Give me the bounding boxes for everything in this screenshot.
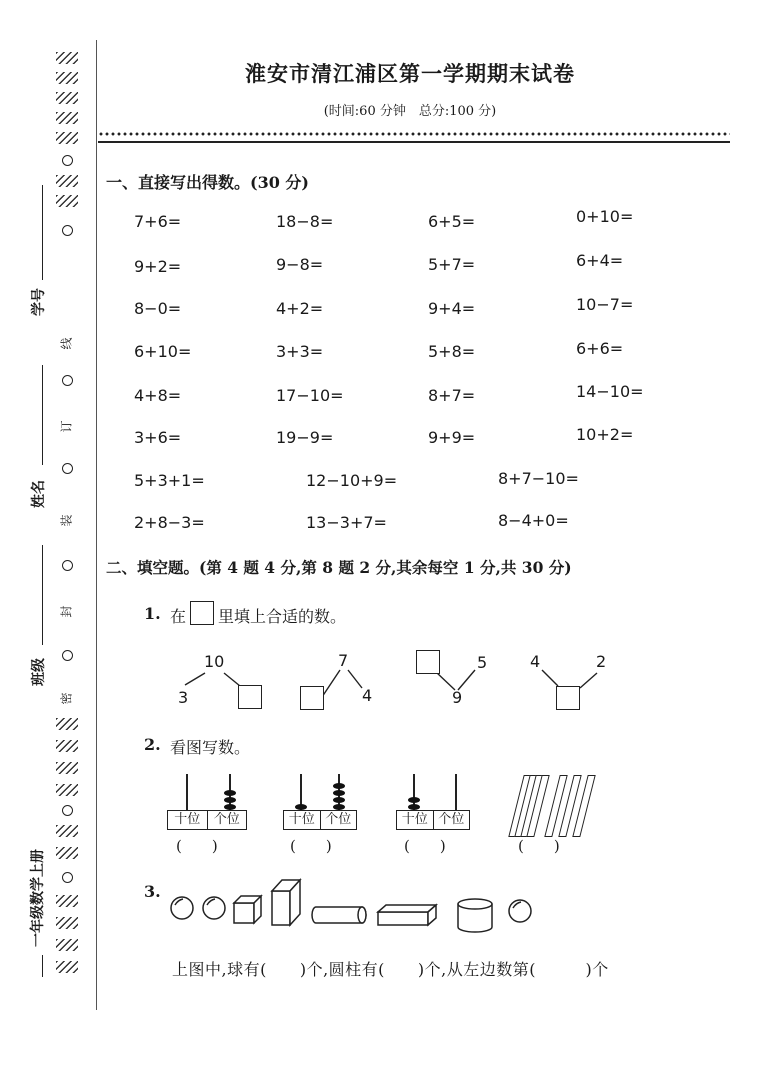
- problem[interactable]: 6+6=: [576, 339, 624, 358]
- problem[interactable]: 9+4=: [428, 299, 476, 318]
- problem[interactable]: 5+7=: [428, 255, 476, 274]
- abacus-bead-icon: [408, 797, 420, 803]
- split-answer-box[interactable]: [300, 686, 324, 710]
- answer-paren[interactable]: ( ): [290, 837, 332, 855]
- problem[interactable]: 6+4=: [576, 251, 624, 270]
- hatch-mark: [56, 825, 78, 837]
- problem[interactable]: 18−8=: [276, 212, 334, 231]
- problem[interactable]: 4+8=: [134, 386, 182, 405]
- problem[interactable]: 10−7=: [576, 295, 634, 314]
- seal-char-secret: 密: [59, 692, 74, 705]
- hatch-mark: [56, 917, 78, 929]
- cylinder-icon: [458, 899, 492, 932]
- abacus-rod: [455, 774, 457, 810]
- abacus-base: [396, 810, 470, 830]
- problem[interactable]: 14−10=: [576, 382, 644, 401]
- problem[interactable]: 4+2=: [276, 299, 324, 318]
- problem[interactable]: 5+3+1=: [134, 471, 205, 490]
- ones-label: 个位: [433, 811, 470, 829]
- problem[interactable]: 9+9=: [428, 428, 476, 447]
- tens-label: 十位: [174, 812, 201, 827]
- problem[interactable]: 8−4+0=: [498, 511, 569, 530]
- problem[interactable]: 6+5=: [428, 212, 476, 231]
- split-right-number: 4: [362, 686, 373, 705]
- split-left-number: 4: [530, 652, 541, 671]
- abacus-bead-icon: [333, 790, 345, 796]
- ones-label: 个位: [320, 811, 357, 829]
- hatch-mark: [56, 784, 78, 796]
- tall-cuboid-icon: [272, 880, 300, 925]
- section2-title: 二、填空题。(第 4 题 4 分,第 8 题 2 分,其余每空 1 分,共 30 分): [106, 558, 572, 577]
- problem[interactable]: 9−8=: [276, 255, 324, 274]
- abacus-base: [167, 810, 247, 830]
- problem[interactable]: 0+10=: [576, 207, 634, 226]
- question-text: 看图写数。: [170, 738, 251, 757]
- problem[interactable]: 19−9=: [276, 428, 334, 447]
- class-label: 班级: [31, 658, 47, 686]
- problem[interactable]: 12−10+9=: [306, 471, 398, 490]
- section1-title: 一、直接写出得数。(30 分): [106, 173, 309, 192]
- tens-label: 十位: [288, 812, 315, 827]
- abacus-base: [283, 810, 357, 830]
- split-left-number: 3: [178, 688, 189, 707]
- problem[interactable]: 7+6=: [134, 212, 182, 231]
- problem[interactable]: 9+2=: [134, 257, 182, 276]
- problem[interactable]: 2+8−3=: [134, 513, 205, 532]
- problem[interactable]: 8−0=: [134, 299, 182, 318]
- question-number: 3.: [144, 882, 161, 901]
- solid-shapes: [160, 875, 540, 935]
- split-top-number: 7: [338, 651, 349, 670]
- abacus-bead-icon: [224, 797, 236, 803]
- tens-label: 十位: [401, 812, 428, 827]
- book-blank: [42, 955, 43, 977]
- split-top-number: 10: [204, 652, 225, 671]
- problem[interactable]: 3+3=: [276, 342, 324, 361]
- seal-char-pack: 装: [59, 514, 74, 527]
- hatch-mark: [56, 939, 78, 951]
- abacus-bead-icon: [224, 790, 236, 796]
- split-answer-box[interactable]: [416, 650, 440, 674]
- problem[interactable]: 13−3+7=: [306, 513, 387, 532]
- question-text: 里填上合适的数。: [218, 607, 347, 626]
- student-no-label: 学号: [31, 288, 47, 316]
- cylinder-icon: [312, 907, 366, 923]
- split-bottom-number: 9: [452, 688, 463, 707]
- problem[interactable]: 8+7=: [428, 386, 476, 405]
- question-text: 在: [170, 607, 187, 626]
- split-right-number: 5: [477, 653, 488, 672]
- abacus-bead-icon: [333, 797, 345, 803]
- abacus-rod: [186, 774, 188, 810]
- hatch-mark: [56, 847, 78, 859]
- question-number: 1.: [144, 604, 161, 623]
- ones-label: 个位: [207, 811, 247, 829]
- hatch-mark: [56, 895, 78, 907]
- sphere-icon: [203, 897, 225, 919]
- cube-icon: [234, 896, 261, 923]
- problem[interactable]: 3+6=: [134, 428, 182, 447]
- problem[interactable]: 17−10=: [276, 386, 344, 405]
- seal-char-seal: 封: [59, 605, 74, 618]
- problem[interactable]: 8+7−10=: [498, 469, 579, 488]
- seal-char-line: 线: [59, 337, 74, 350]
- flat-cuboid-icon: [378, 905, 436, 925]
- sphere-icon: [509, 900, 531, 922]
- answer-paren[interactable]: ( ): [518, 837, 560, 855]
- answer-paren[interactable]: ( ): [404, 837, 446, 855]
- binding-hole-icon: [62, 805, 73, 816]
- binding-hole-icon: [62, 872, 73, 883]
- problem[interactable]: 5+8=: [428, 342, 476, 361]
- question-3-sentence[interactable]: 上图中,球有( )个,圆柱有( )个,从左边数第( )个: [172, 960, 609, 979]
- problem[interactable]: 6+10=: [134, 342, 192, 361]
- hatch-mark: [56, 961, 78, 973]
- page-title: 淮安市清江浦区第一学期期末试卷: [245, 61, 575, 86]
- page-subtitle: (时间:60 分钟 总分:100 分): [323, 104, 497, 119]
- question-number: 2.: [144, 735, 161, 754]
- hatch-mark: [56, 762, 78, 774]
- seal-char-bind: 订: [59, 420, 74, 433]
- abacus-bead-icon: [333, 783, 345, 789]
- answer-paren[interactable]: ( ): [176, 837, 218, 855]
- name-label: 姓名: [31, 480, 47, 508]
- split-answer-box[interactable]: [238, 685, 262, 709]
- split-answer-box[interactable]: [556, 686, 580, 710]
- sphere-icon: [171, 897, 193, 919]
- book-label: 一年级数学上册: [30, 849, 46, 947]
- problem[interactable]: 10+2=: [576, 425, 634, 444]
- split-right-number: 2: [596, 652, 607, 671]
